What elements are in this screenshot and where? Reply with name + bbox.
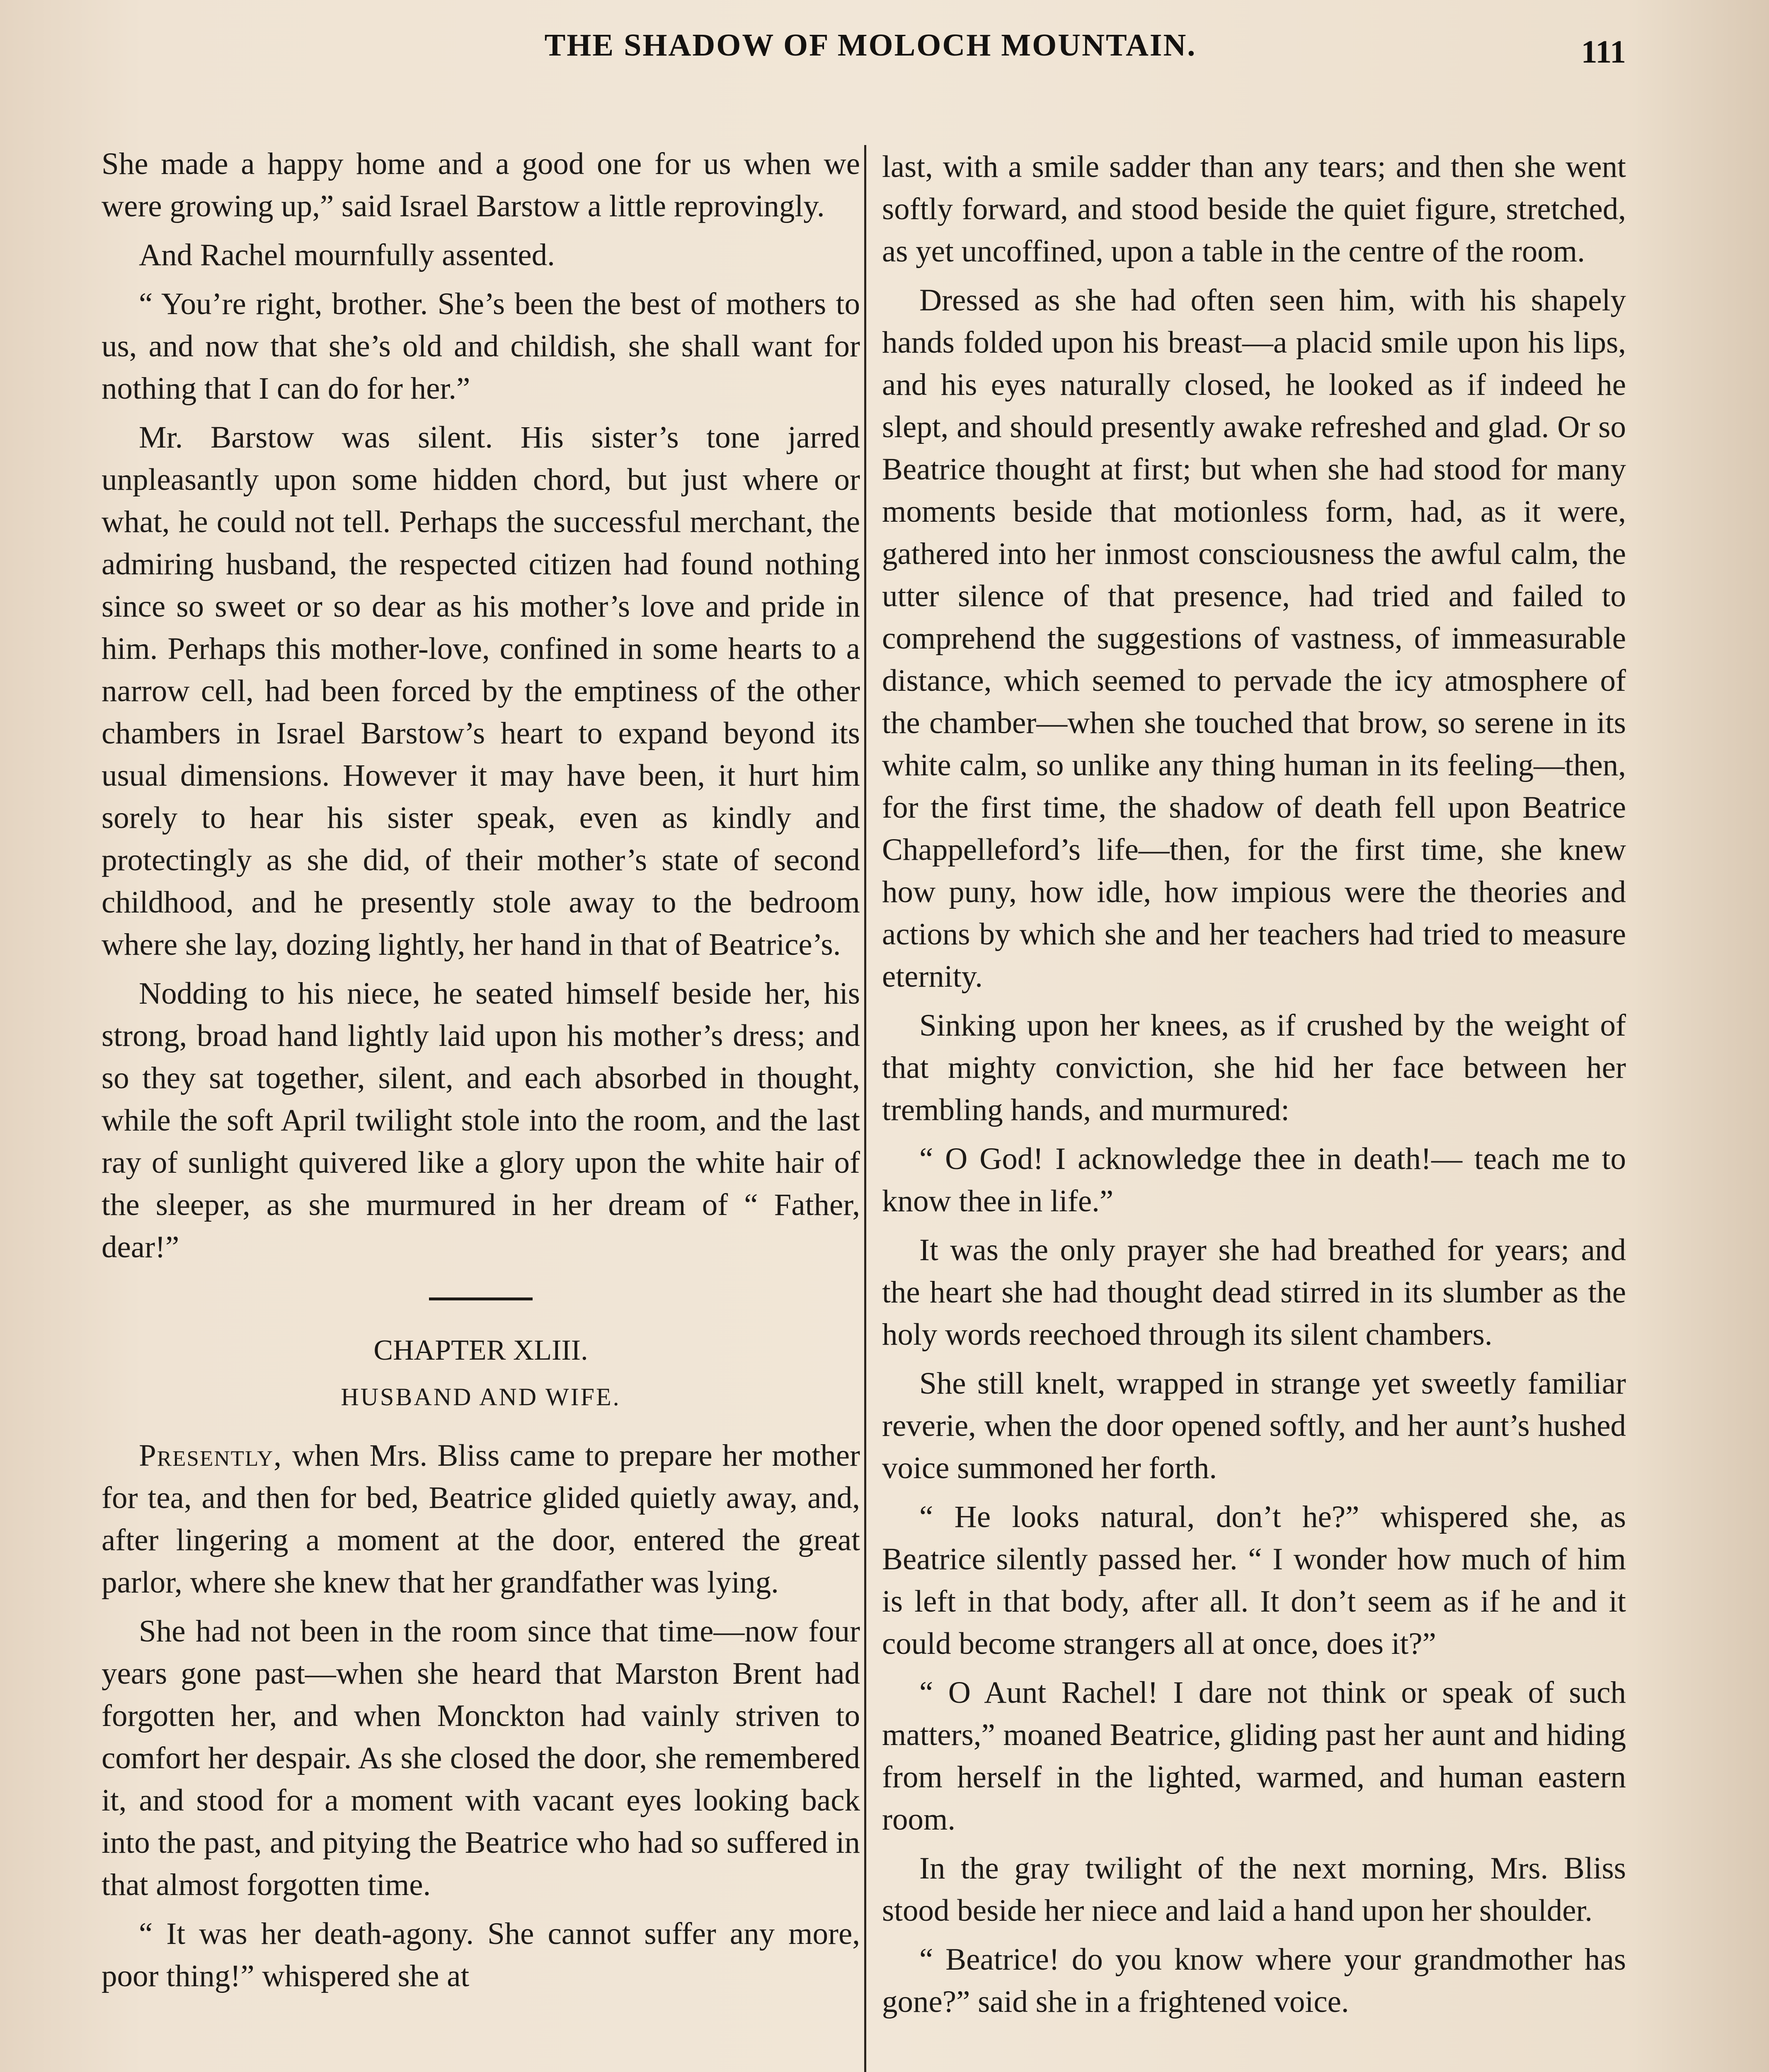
- paragraph: “ O Aunt Rachel! I dare not think or speak of such matters,” moaned Beatrice, gliding past her aunt and hiding from herself in the lighted, warmed, and human eastern room.: [882, 1675, 1626, 1837]
- chapter-title: CHAPTER XLIII.: [373, 1334, 588, 1366]
- paragraph: “ O God! I acknowledge thee in death!— teach me to know thee in life.”: [882, 1142, 1626, 1218]
- paragraph: She made a happy home and a good one for us when we were growing up,” said Israel Barstow a little reprovingly.: [102, 147, 860, 223]
- paragraph: Mr. Barstow was silent. His sister’s tone jarred unpleasantly upon some hidden chord, but just where or what, he could not tell. Perhaps the successful merchant, the admiring husband, the respected citizen had found nothing since so sweet or so dear as his mother’s love and pride in him. Perhaps this mother-love, confined in some hearts to a narrow cell, had been forced by the emptiness of the other chambers in Israel Barstow’s heart to expand beyond its usual dimensions. However it may have been, it hurt him sorely to hear his sister speak, even as kindly and protectingly as she did, of their mother’s state of second childhood, and he presently stole away to the bedroom where she lay, dozing lightly, her hand in that of Beatrice’s.: [102, 420, 860, 962]
- section-divider: [429, 1297, 533, 1300]
- paragraph: Sinking upon her knees, as if crushed by the weight of that mighty conviction, she hid her face between her trembling hands, and murmured:: [882, 1008, 1626, 1127]
- paragraph-lead: Presently,: [139, 1438, 283, 1473]
- left-column: [102, 143, 860, 2004]
- chapter-subtitle: HUSBAND AND WIFE.: [341, 1383, 621, 1411]
- paragraph: Nodding to his niece, he seated himself beside her, his strong, broad hand lightly laid upon his mother’s dress; and so they sat together, silent, and each absorbed in thought, while the soft April twilight stole into the room, and the last ray of sunlight quivered like a glory upon the white hair of the sleeper, as she murmured in her dream of “ Father, dear!”: [102, 976, 860, 1264]
- column-divider: [864, 145, 866, 2072]
- paragraph: “ He looks natural, don’t he?” whispered she, as Beatrice silently passed her. “ I wonder how much of him is left in that body, after all. It don’t seem as if he and it could become strangers all at once, does it?”: [882, 1500, 1626, 1661]
- paragraph: She had not been in the room since that time—now four years gone past—when she heard that Marston Brent had forgotten her, and when Monckton had vainly striven to comfort her despair. As she closed the door, she remembered it, and stood for a moment with vacant eyes looking back into the past, and pitying the Beatrice who had so suffered in that almost forgotten time.: [102, 1614, 860, 1902]
- paragraph: “ Beatrice! do you know where your grandmother has gone?” said she in a frightened voice.: [882, 1942, 1626, 2019]
- paragraph: “ You’re right, brother. She’s been the best of mothers to us, and now that she’s old and childish, she shall want for nothing that I can do for her.”: [102, 287, 860, 406]
- paragraph: [102, 1435, 860, 1604]
- paragraph-text: when Mrs. Bliss came to prepare her mother for tea, and then for bed, Beatrice glided quietly away, and, after lingering a moment at the door, entered the great parlor, where she knew that her grandfather was lying.: [102, 1438, 860, 1600]
- paragraph: Dressed as she had often seen him, with his shapely hands folded upon his breast—a placid smile upon his lips, and his eyes naturally closed, he looked as if indeed he slept, and should presently awake refreshed and glad. Or so Beatrice thought at first; but when she had stood for many moments beside that motionless form, had, as it were, gathered into her inmost consciousness the awful calm, the utter silence of that presence, had tried and failed to comprehend the suggestions of vastness, of immeasurable distance, which seemed to pervade the icy atmosphere of the chamber—when she touched that brow, so serene in its white calm, so unlike any thing human in its feeling—then, for the first time, the shadow of death fell upon Beatrice Chappelleford’s life—then, for the first time, she knew how puny, how idle, how impious were the theories and actions by which she and her teachers had tried to measure eternity.: [882, 283, 1626, 994]
- paragraph: It was the only prayer she had breathed for years; and the heart she had thought dead stirred in its slumber as the holy words reechoed through its silent chambers.: [882, 1233, 1626, 1352]
- paragraph: In the gray twilight of the next morning, Mrs. Bliss stood beside her niece and laid a hand upon her shoulder.: [882, 1851, 1626, 1928]
- page-number: 111: [1581, 34, 1626, 70]
- paragraph: “ It was her death-agony. She cannot suffer any more, poor thing!” whispered she at: [102, 1917, 860, 1993]
- paragraph: last, with a smile sadder than any tears; and then she went softly forward, and stood beside the quiet figure, stretched, as yet uncoffined, upon a table in the centre of the room.: [882, 150, 1626, 269]
- running-title: THE SHADOW OF MOLOCH MOUNTAIN.: [544, 28, 1197, 63]
- paragraph: And Rachel mournfully assented.: [139, 238, 555, 272]
- right-column: [882, 146, 1626, 2030]
- paragraph: She still knelt, wrapped in strange yet sweetly familiar reverie, when the door opened softly, and her aunt’s hushed voice summoned her forth.: [882, 1366, 1626, 1485]
